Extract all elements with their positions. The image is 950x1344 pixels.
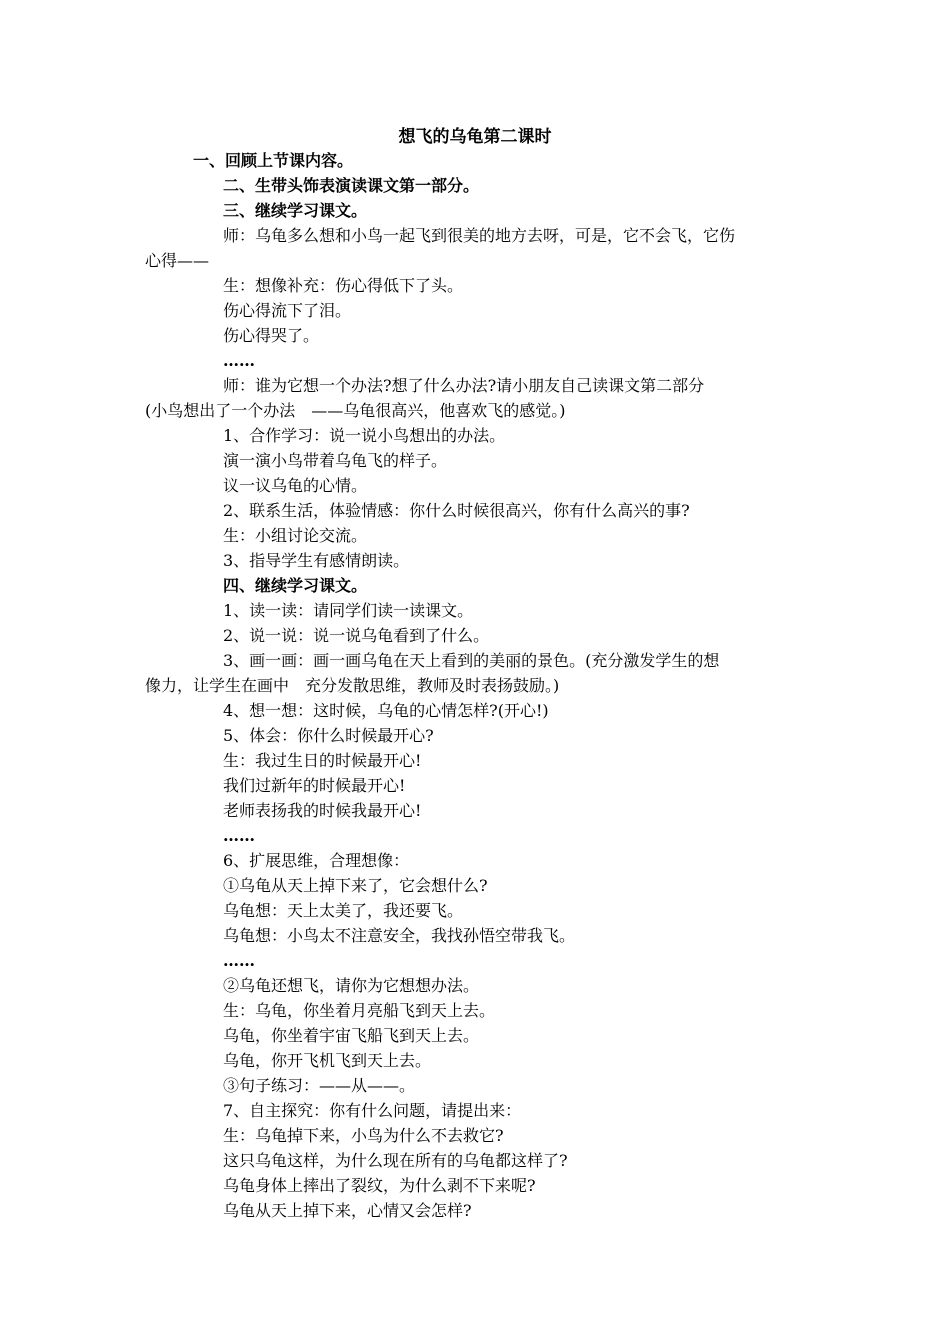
section-heading-2: 二、生带头饰表演读课文第一部分。 bbox=[223, 176, 480, 195]
paragraph-line: 心得—— bbox=[145, 251, 210, 270]
paragraph-line: 乌龟，你坐着宇宙飞船飞到天上去。 bbox=[223, 1026, 480, 1045]
paragraph-line: ②乌龟还想飞，请你为它想想办法。 bbox=[223, 976, 480, 995]
paragraph-line: 像力，让学生在画中 充分发散思维，教师及时表扬鼓励。) bbox=[145, 676, 560, 695]
paragraph-line: ①乌龟从天上掉下来了，它会想什么? bbox=[223, 876, 488, 895]
paragraph-line: 乌龟从天上掉下来，心情又会怎样? bbox=[223, 1201, 472, 1220]
paragraph-line: 7、自主探究：你有什么问题，请提出来： bbox=[223, 1101, 522, 1120]
paragraph-line: 生：乌龟掉下来，小鸟为什么不去救它? bbox=[223, 1126, 504, 1145]
paragraph-line: 生：乌龟，你坐着月亮船飞到天上去。 bbox=[223, 1001, 496, 1020]
paragraph-line: ③句子练习：——从——。 bbox=[223, 1076, 416, 1095]
paragraph-line: 生：想像补充：伤心得低下了头。 bbox=[223, 276, 464, 295]
paragraph-line: 2、联系生活，体验情感：你什么时候很高兴，你有什么高兴的事? bbox=[223, 501, 690, 520]
paragraph-line: 我们过新年的时候最开心! bbox=[223, 776, 406, 795]
document-body bbox=[145, 148, 810, 1223]
document-title: 想飞的乌龟第二课时 bbox=[398, 127, 552, 147]
paragraph-line: 3、指导学生有感情朗读。 bbox=[223, 551, 410, 570]
paragraph-line: 2、说一说：说一说乌龟看到了什么。 bbox=[223, 626, 490, 645]
paragraph-line: 乌龟想：小鸟太不注意安全，我找孙悟空带我飞。 bbox=[223, 926, 576, 945]
section-heading-3: 三、继续学习课文。 bbox=[223, 201, 368, 220]
paragraph-line: (小鸟想出了一个办法 ——乌龟很高兴，他喜欢飞的感觉。) bbox=[145, 401, 566, 420]
section-heading-4: 四、继续学习课文。 bbox=[223, 576, 368, 595]
paragraph-line: 乌龟，你开飞机飞到天上去。 bbox=[223, 1051, 432, 1070]
paragraph-line: 乌龟想：天上太美了，我还要飞。 bbox=[223, 901, 464, 920]
ellipsis-line: …… bbox=[223, 826, 255, 845]
ellipsis-line: …… bbox=[223, 951, 255, 970]
paragraph-line: 4、想一想：这时候，乌龟的心情怎样?(开心!) bbox=[223, 701, 549, 720]
paragraph-line: 演一演小鸟带着乌龟飞的样子。 bbox=[223, 451, 448, 470]
paragraph-line: 1、合作学习：说一说小鸟想出的办法。 bbox=[223, 426, 506, 445]
paragraph-line: 伤心得流下了泪。 bbox=[223, 301, 352, 320]
paragraph-line: 乌龟身体上摔出了裂纹，为什么剥不下来呢? bbox=[223, 1176, 536, 1195]
paragraph-line: 生：我过生日的时候最开心! bbox=[223, 751, 422, 770]
paragraph-line: 3、画一画：画一画乌龟在天上看到的美丽的景色。(充分激发学生的想 bbox=[223, 651, 720, 670]
paragraph-line: 老师表扬我的时候我最开心! bbox=[223, 801, 422, 820]
paragraph-line: 伤心得哭了。 bbox=[223, 326, 320, 345]
section-heading-1: 一、回顾上节课内容。 bbox=[193, 151, 354, 170]
paragraph-line: 1、读一读：请同学们读一读课文。 bbox=[223, 601, 474, 620]
paragraph-line: 6、扩展思维，合理想像： bbox=[223, 851, 410, 870]
paragraph-line: 师：谁为它想一个办法?想了什么办法?请小朋友自己读课文第二部分 bbox=[223, 376, 705, 395]
paragraph-line: 议一议乌龟的心情。 bbox=[223, 476, 368, 495]
paragraph-line: 生：小组讨论交流。 bbox=[223, 526, 368, 545]
paragraph-line: 师：乌龟多么想和小鸟一起飞到很美的地方去呀，可是，它不会飞，它伤 bbox=[223, 226, 736, 245]
paragraph-line: 这只乌龟这样，为什么现在所有的乌龟都这样了? bbox=[223, 1151, 568, 1170]
ellipsis-line: …… bbox=[223, 351, 255, 370]
paragraph-line: 5、体会：你什么时候最开心? bbox=[223, 726, 434, 745]
